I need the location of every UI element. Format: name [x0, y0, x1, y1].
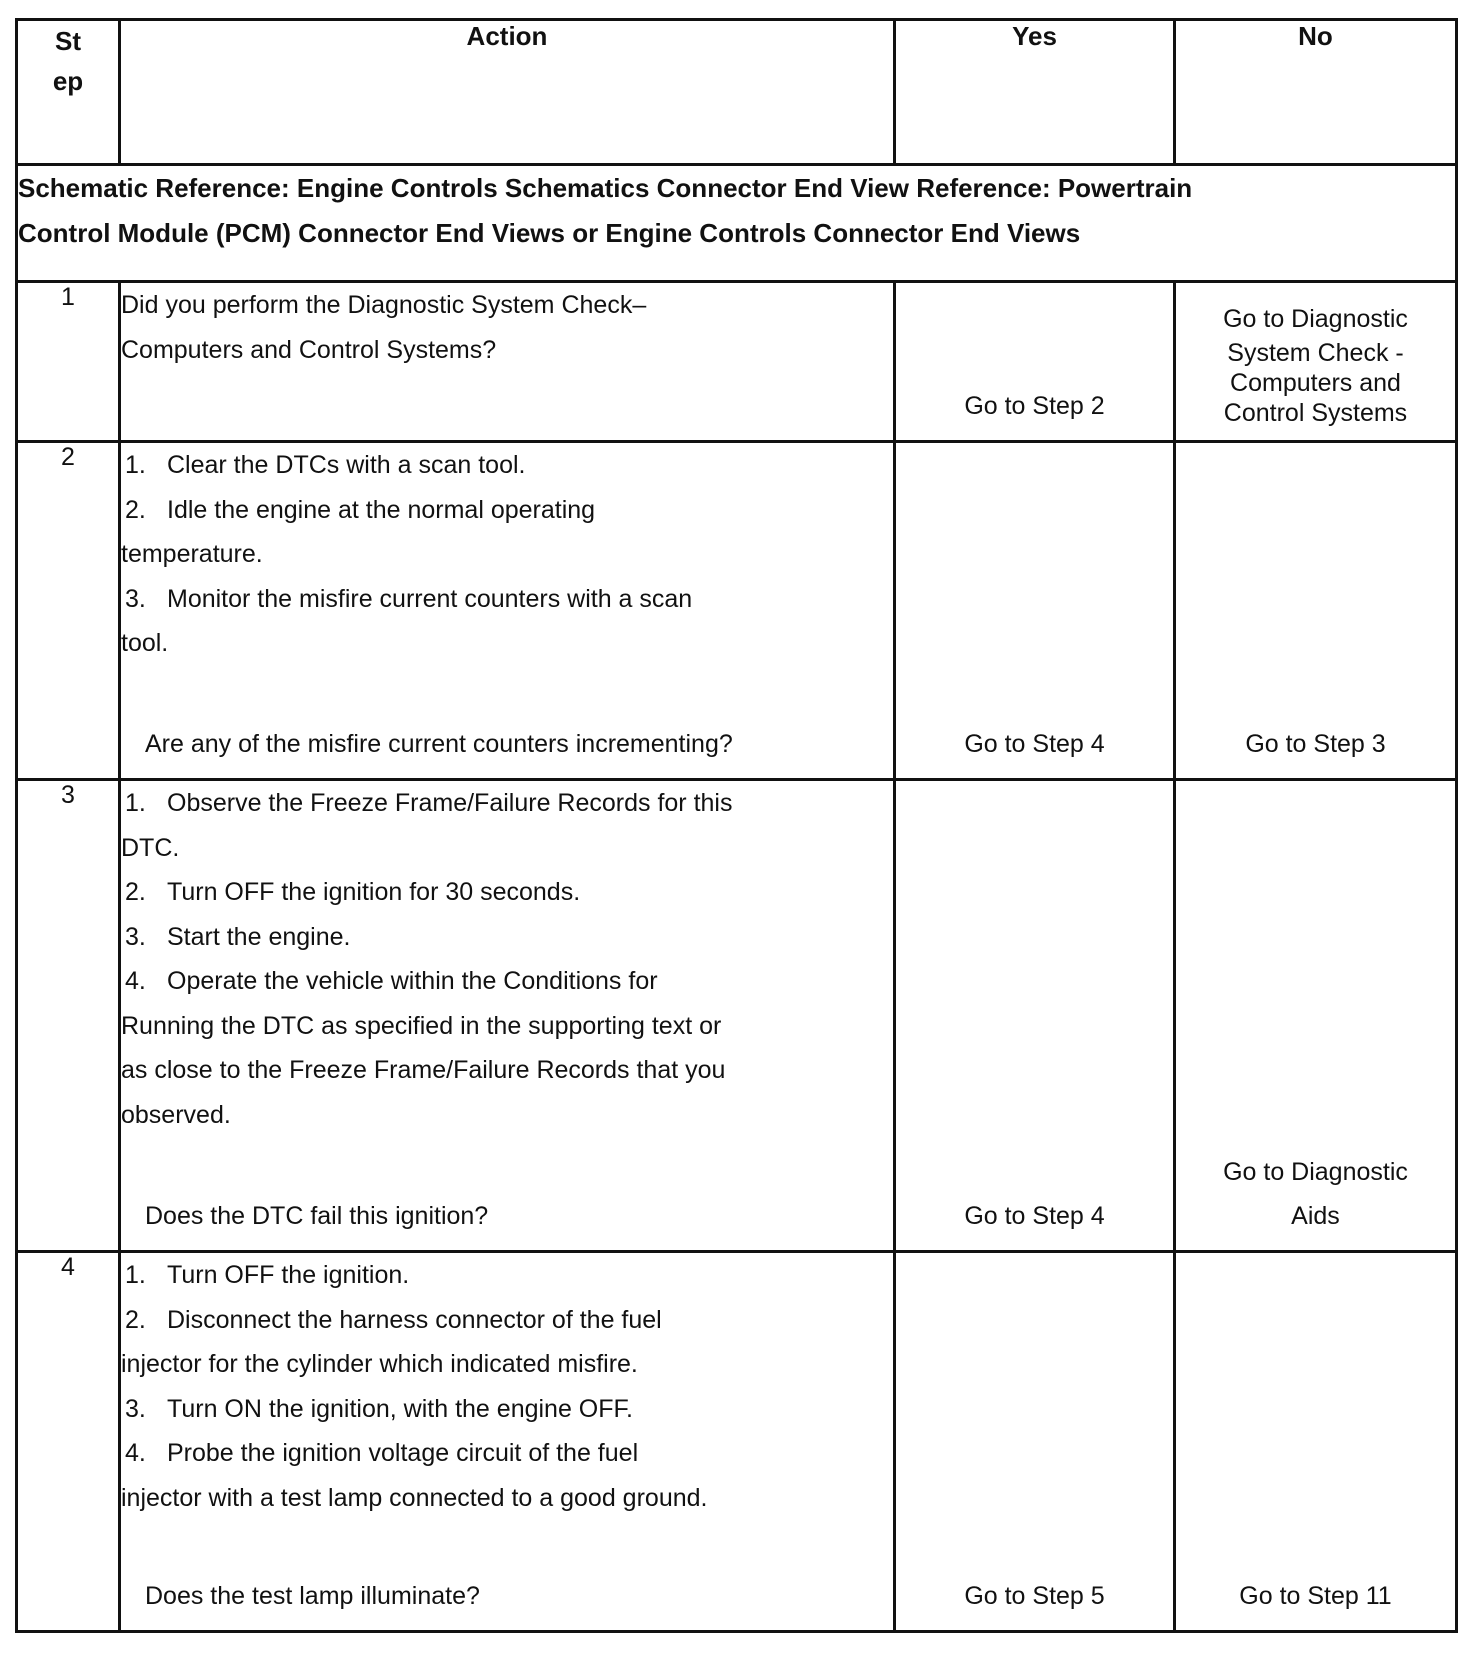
action-cell: 1. Clear the DTCs with a scan tool. 2. Idle the engine at the normal operating temperature. 3. Monitor the misfire current counters with a scan tool. Are any of the misfire current counters incrementing?	[120, 442, 895, 780]
action-cell: Did you perform the Diagnostic System Check– Computers and Control Systems?	[120, 282, 895, 442]
step-number: 3	[17, 780, 120, 1252]
schematic-reference: Schematic Reference: Engine Controls Schematics Connector End View Reference: Powertrain Control Module (PCM) Connector End Views or Engine Controls Connector End Views	[17, 165, 1457, 282]
step-number: 2	[17, 442, 120, 780]
header-yes: Yes	[895, 20, 1175, 165]
no-cell: Go to Diagnostic Aids	[1175, 780, 1457, 1252]
no-cell: Go to Step 11	[1175, 1252, 1457, 1632]
no-cell: Go to Diagnostic System Check - Computers and Control Systems	[1175, 282, 1457, 442]
yes-cell: Go to Step 5	[895, 1252, 1175, 1632]
table-row	[17, 282, 1457, 442]
schematic-row	[17, 165, 1457, 282]
action-question: Does the DTC fail this ignition?	[145, 1201, 489, 1230]
action-cell: 1. Observe the Freeze Frame/Failure Records for this DTC. 2. Turn OFF the ignition for 30 seconds. 3. Start the engine. 4. Operate the vehicle within the Conditions for Running the DTC as specified in the supporting text or as close to the Freeze Frame/Failure Records that you observed. Does the DTC fail this ignition?	[120, 780, 895, 1252]
header-no: No	[1175, 20, 1457, 165]
step-number: 1	[17, 282, 120, 442]
diagnostic-table	[15, 18, 1458, 1633]
step-number: 4	[17, 1252, 120, 1632]
header-step: St ep	[17, 20, 120, 165]
table-row	[17, 780, 1457, 1252]
yes-cell: Go to Step 4	[895, 442, 1175, 780]
yes-cell: Go to Step 2	[895, 282, 1175, 442]
diagnostic-table-frame	[15, 18, 1455, 1653]
yes-cell: Go to Step 4	[895, 780, 1175, 1252]
no-cell: Go to Step 3	[1175, 442, 1457, 780]
table-row	[17, 442, 1457, 780]
header-row	[17, 20, 1457, 165]
action-question: Are any of the misfire current counters incrementing?	[145, 729, 733, 758]
header-action: Action	[120, 20, 895, 165]
table-row	[17, 1252, 1457, 1632]
action-question: Does the test lamp illuminate?	[145, 1581, 480, 1610]
action-cell: 1. Turn OFF the ignition. 2. Disconnect the harness connector of the fuel injector for the cylinder which indicated misfire. 3. Turn ON the ignition, with the engine OFF. 4. Probe the ignition voltage circuit of the fuel injector with a test lamp connected to a good ground. Does the test lamp illuminate?	[120, 1252, 895, 1632]
